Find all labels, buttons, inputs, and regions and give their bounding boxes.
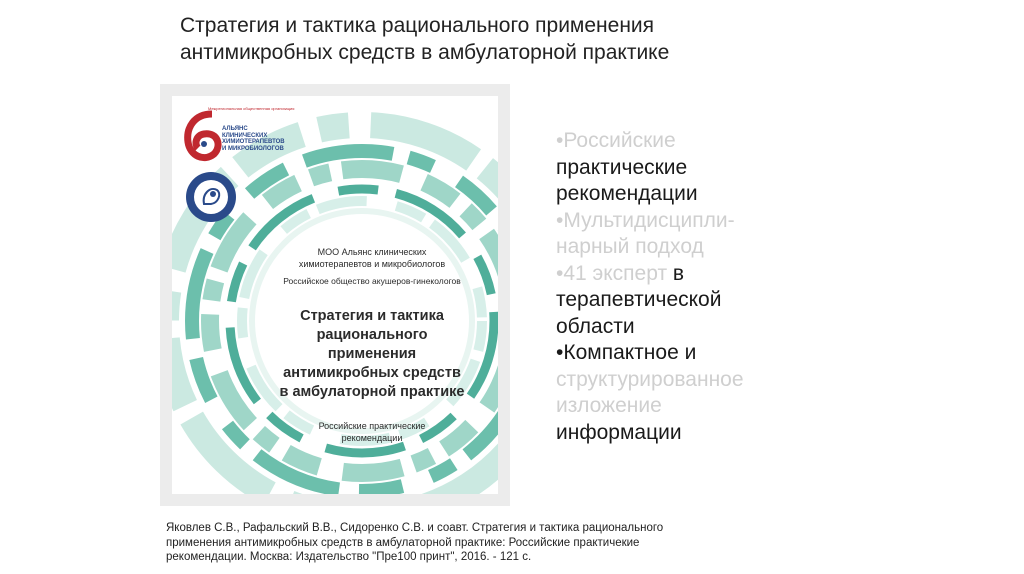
logo-caption: Межрегиональная общественная организация <box>208 106 295 111</box>
bullet-1-line-2: практические <box>556 155 688 179</box>
book-cover-frame <box>160 84 510 506</box>
bullet-4-line-4: информации <box>556 420 682 444</box>
cover-organization-1-line-2: химиотерапевтов и микробиологов <box>298 259 446 269</box>
slide-title-line-1: Стратегия и тактика рационального применения <box>180 14 655 37</box>
cover-organization-1-line-1: МОО Альянс клинических <box>317 247 427 257</box>
logo-name <box>222 126 332 152</box>
bullet-3-faded-part: •41 эксперт <box>556 261 668 285</box>
cover-text <box>272 246 472 444</box>
cover-book-subtitle-line-1: Российские практические <box>318 421 426 431</box>
logo-line-2: КЛИНИЧЕСКИХ <box>222 132 268 139</box>
society-seal-icon <box>184 170 238 224</box>
reference-line-1: Яковлев С.В., Рафальский В.В., Сидоренко С.В. и соавт. Стратегия и тактика рационального <box>166 522 664 534</box>
logo-line-1: АЛЬЯНС <box>222 126 248 132</box>
bullet-3-line-1 <box>556 261 796 288</box>
reference-line-3: рекомендации. Москва: Издательство "Пре100 принт", 2016. - 121 с. <box>166 551 532 563</box>
logo-line-4: И МИКРОБИОЛОГОВ <box>222 145 284 152</box>
reference-citation <box>166 521 866 565</box>
cover-book-title-line-3: антимикробных средств <box>283 365 461 381</box>
bullet-3-dark-part: в <box>667 261 685 285</box>
cover-book-subtitle <box>272 420 472 444</box>
cover-book-title-line-1: Стратегия и тактика <box>300 308 444 324</box>
bullet-4-line-1: •Компактное и <box>556 341 697 364</box>
alliance-logo-icon <box>182 104 222 168</box>
slide-title-line-2: антимикробных средств в амбулаторной практике <box>180 41 670 64</box>
cover-book-title-line-2: рационального применения <box>316 327 428 362</box>
bullet-3-line-3: области <box>556 314 635 338</box>
bullet-4-line-3: изложение <box>556 394 662 417</box>
cover-book-title-line-4: в амбулаторной практике <box>279 384 465 400</box>
bullet-2-line-1: •Мультидисципли- <box>556 208 735 232</box>
logo-line-3: ХИМИОТЕРАПЕВТОВ <box>222 139 285 145</box>
bullet-list <box>556 128 796 446</box>
bullet-4-line-2: структурированное <box>556 367 744 391</box>
bullet-3-line-2: терапевтической <box>556 288 722 311</box>
book-cover <box>172 96 498 494</box>
slide-title <box>180 12 900 66</box>
cover-organization-1 <box>272 246 472 270</box>
publisher-logo <box>182 102 322 166</box>
bullet-1-line-3: рекомендации <box>556 182 698 205</box>
reference-line-2: применения антимикробных средств в амбулаторной практике: Российские практичекие <box>166 536 640 549</box>
cover-organization-2: Российское общество акушеров-гинекологов <box>283 276 461 286</box>
cover-book-title <box>272 307 472 402</box>
bullet-1-line-1: •Российские <box>556 129 676 152</box>
cover-book-subtitle-line-2: рекомендации <box>341 433 403 443</box>
bullet-2-line-2: нарный подход <box>556 235 704 258</box>
